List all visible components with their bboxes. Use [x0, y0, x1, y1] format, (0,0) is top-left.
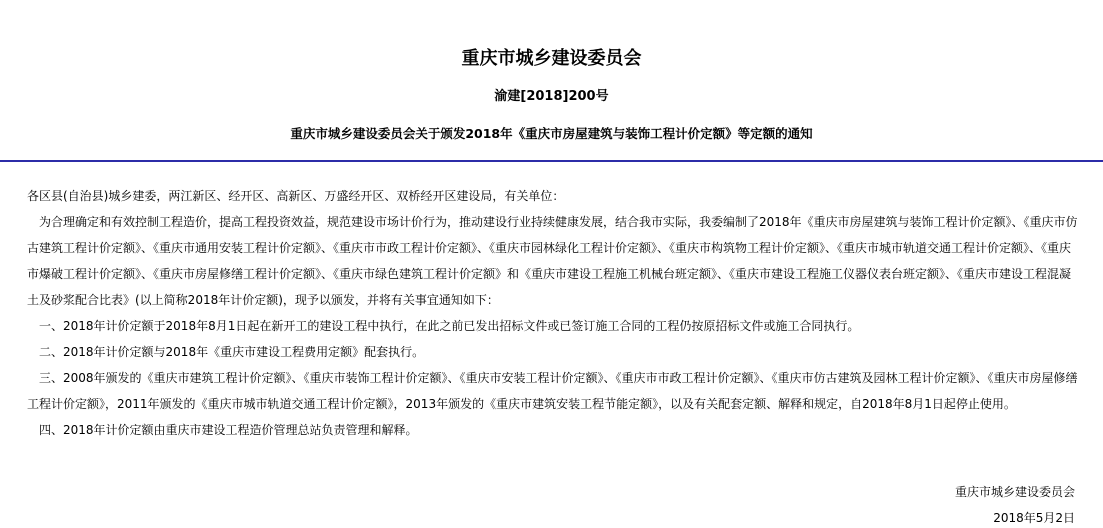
addressee-line: 各区县(自治县)城乡建委，两江新区、经开区、高新区、万盛经开区、双桥经开区建设局，有关单位：	[27, 189, 565, 203]
item-3-paragraph: 三、2008年颁发的《重庆市建筑工程计价定额》、《重庆市装饰工程计价定额》、《重庆市安装工程计价定额》、《重庆市市政工程计价定额》、《重庆市仿古建筑及园林工程计价定额》、《重庆市房屋修缮工程计价定额》，2011年颁发的《重庆市城市轨道交通工程计价定额》，2013年颁发的《重庆市建筑安装工程节能定额》，以及有关配套定额、解释和规定，自2018年8月1日起停止使用。	[27, 371, 1078, 411]
signature-organization: 重庆市城乡建设委员会	[954, 485, 1075, 499]
header-divider	[0, 160, 1103, 162]
signature-date: 2018年5月2日	[993, 511, 1075, 525]
intro-paragraph: 为合理确定和有效控制工程造价，提高工程投资效益，规范建设市场计价行为，推动建设行业持续健康发展，结合我市实际，我委编制了2018年《重庆市房屋建筑与装饰工程计价定额》、《重庆市仿古建筑工程计价定额》、《重庆市通用安装工程计价定额》、《重庆市市政工程计价定额》、《重庆市园林绿化工程计价定额》、《重庆市构筑物工程计价定额》、《重庆市城市轨道交通工程计价定额》、《重庆市爆破工程计价定额》、《重庆市房屋修缮工程计价定额》、《重庆市绿色建筑工程计价定额》和《重庆市建设工程施工机械台班定额》、《重庆市建设工程施工仪器仪表台班定额》、《重庆市建设工程混凝土及砂浆配合比表》(以上简称2018年计价定额)，现予以颁发，并将有关事宜通知如下：	[27, 215, 1078, 307]
item-1-paragraph: 一、2018年计价定额于2018年8月1日起在新开工的建设工程中执行，在此之前已发出招标文件或已签订施工合同的工程仍按原招标文件或施工合同执行。	[39, 319, 860, 333]
item-4-paragraph: 四、2018年计价定额由重庆市建设工程造价管理总站负责管理和解释。	[39, 423, 418, 437]
document-issuer-title: 重庆市城乡建设委员会	[461, 48, 642, 69]
document-subject: 重庆市城乡建设委员会关于颁发2018年《重庆市房屋建筑与装饰工程计价定额》等定额的通知	[290, 126, 813, 141]
item-2-paragraph: 二、2018年计价定额与2018年《重庆市建设工程费用定额》配套执行。	[39, 345, 425, 359]
document-body	[27, 183, 1079, 443]
document-number: 渝建[2018]200号	[494, 89, 609, 104]
